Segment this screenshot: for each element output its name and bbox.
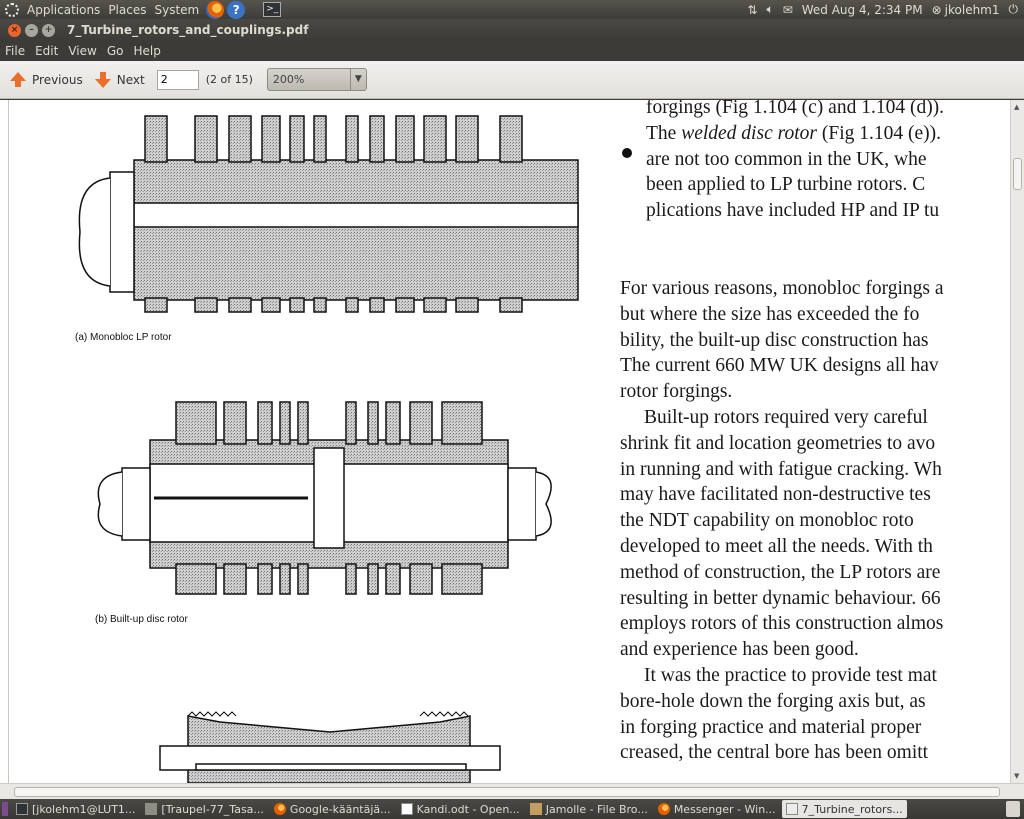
taskbar-label: Kandi.odt - Open... <box>416 802 520 816</box>
taskbar-label: [Traupel-77_Tasa... <box>161 802 264 816</box>
arrow-down-icon <box>95 79 111 88</box>
window-title: 7_Turbine_rotors_and_couplings.pdf <box>67 23 309 37</box>
help-icon[interactable]: ? <box>227 1 245 19</box>
text-line: in running and with fatigue cracking. Wh <box>620 458 942 480</box>
menu-go[interactable]: Go <box>106 44 124 58</box>
text-line: the NDT capability on monobloc roto <box>620 510 914 532</box>
status-area <box>738 2 1024 17</box>
text-line: but where the size has exceeded the fo <box>620 303 920 325</box>
places-menu[interactable]: Places <box>108 2 147 17</box>
hscroll-thumb[interactable] <box>14 787 1000 797</box>
system-menu[interactable]: System <box>154 2 200 17</box>
maximize-button[interactable]: + <box>42 24 55 37</box>
menu-edit[interactable]: Edit <box>35 44 59 58</box>
body-text <box>620 100 1024 766</box>
taskbar-label: Google-kääntäjä... <box>289 802 391 816</box>
minimize-button[interactable]: – <box>25 24 38 37</box>
figure-caption-a: (a) Monobloc LP rotor <box>75 332 172 343</box>
text-line: The current 660 MW UK designs all hav <box>620 355 939 377</box>
taskbar-button[interactable] <box>782 800 907 818</box>
text-line: developed to meet all the needs. With th <box>620 535 933 557</box>
scroll-up-icon[interactable]: ▲ <box>1014 103 1020 111</box>
menu-file[interactable]: File <box>5 44 26 58</box>
text-line: in forging practice and material proper <box>620 716 922 738</box>
taskbar-label: Jamolle - File Bro... <box>545 802 648 816</box>
toolbar <box>0 61 1024 99</box>
window-titlebar[interactable] <box>0 19 1024 41</box>
folder-icon <box>530 803 542 815</box>
figure-caption-b: (b) Built-up disc rotor <box>95 614 188 625</box>
close-button[interactable]: × <box>8 24 21 37</box>
text-line: bore-hole down the forging axis but, as <box>620 690 926 712</box>
text-line: been applied to LP turbine rotors. C <box>646 174 926 196</box>
text-line: bility, the built-up disc construction has <box>620 329 929 351</box>
rotor-figures <box>0 100 600 783</box>
firefox-icon <box>658 803 670 815</box>
text-line: are not too common in the UK, whe <box>646 148 927 170</box>
text-run: The <box>646 122 682 144</box>
pdf-icon <box>786 803 798 815</box>
text-line: Built-up rotors required very careful <box>644 406 928 428</box>
emphasized-term: welded disc rotor <box>681 122 817 144</box>
horizontal-scrollbar[interactable] <box>0 783 1024 799</box>
taskbar <box>0 799 1024 819</box>
ubuntu-logo-icon[interactable] <box>5 3 19 17</box>
zoom-select[interactable] <box>267 68 367 91</box>
scroll-down-icon[interactable]: ▼ <box>1014 772 1020 780</box>
welded-rotor-drawing <box>160 712 500 783</box>
monobloc-rotor-drawing <box>79 116 578 312</box>
trash-icon[interactable] <box>1006 801 1020 817</box>
page-number-input[interactable] <box>157 70 199 90</box>
text-line: It was the practice to provide test mat <box>644 664 937 686</box>
previous-label: Previous <box>32 72 83 87</box>
zoom-value: 200% <box>272 73 305 86</box>
text-line: forgings (Fig 1.104 (c) and 1.104 (d)). <box>646 100 945 118</box>
applications-menu[interactable]: Applications <box>27 2 101 17</box>
document-icon <box>401 803 413 815</box>
text-line: creased, the central bore has been omitt <box>620 742 929 764</box>
top-panel <box>0 0 1024 19</box>
text-line: shrink fit and location geometries to avo <box>620 432 936 454</box>
built-up-rotor-drawing <box>98 402 551 594</box>
menu-help[interactable]: Help <box>133 44 161 58</box>
taskbar-button[interactable] <box>526 800 652 818</box>
scroll-thumb[interactable] <box>1013 158 1022 190</box>
clock[interactable]: Wed Aug 4, 2:34 PM <box>801 2 923 17</box>
taskbar-button[interactable] <box>12 800 139 818</box>
text-line: employs rotors of this construction almos <box>620 613 944 635</box>
user-name[interactable]: jkolehm1 <box>944 2 1000 17</box>
network-icon[interactable]: ⇅ <box>747 2 758 17</box>
text-line <box>620 121 1024 147</box>
volume-icon[interactable]: 🔈︎ <box>766 2 774 16</box>
vertical-scrollbar[interactable] <box>1010 100 1024 783</box>
mail-icon[interactable]: ✉ <box>782 2 793 17</box>
taskbar-button[interactable] <box>397 800 524 818</box>
firefox-icon <box>274 803 286 815</box>
taskbar-button[interactable] <box>654 800 780 818</box>
taskbar-label: [jkolehm1@LUT1... <box>32 802 136 816</box>
document-view[interactable] <box>0 100 1024 783</box>
next-label: Next <box>116 72 145 87</box>
text-line: resulting in better dynamic behaviour. 66 <box>620 587 941 609</box>
taskbar-label: 7_Turbine_rotors... <box>801 802 903 816</box>
menubar <box>0 41 1024 61</box>
firefox-icon[interactable] <box>206 1 224 19</box>
window-icon <box>145 803 157 815</box>
text-run: (Fig 1.104 (e)). <box>816 122 942 144</box>
next-button[interactable] <box>89 66 151 94</box>
text-line: may have facilitated non-destructive tes <box>620 484 931 506</box>
text-line: rotor forgings. <box>620 381 733 403</box>
taskbar-button[interactable] <box>270 800 395 818</box>
text-line: method of construction, the LP rotors are <box>620 561 941 583</box>
user-icon: ⊗ <box>931 2 942 17</box>
chevron-down-icon: ▼ <box>350 69 366 90</box>
taskbar-button[interactable] <box>141 800 268 818</box>
text-line: plications have included HP and IP tu <box>646 200 940 222</box>
text-line: and experience has been good. <box>620 639 859 661</box>
arrow-up-icon <box>10 72 26 81</box>
terminal-icon[interactable]: >_ <box>263 2 281 17</box>
previous-button[interactable] <box>4 66 89 94</box>
text-line: For various reasons, monobloc forgings a <box>620 277 944 299</box>
page-count: (2 of 15) <box>205 73 253 86</box>
terminal-icon <box>16 803 28 815</box>
power-icon[interactable]: ⏻ <box>1008 2 1018 16</box>
taskbar-label: Messenger - Win... <box>673 802 776 816</box>
show-desktop-button[interactable] <box>2 802 8 816</box>
menu-view[interactable]: View <box>68 44 97 58</box>
